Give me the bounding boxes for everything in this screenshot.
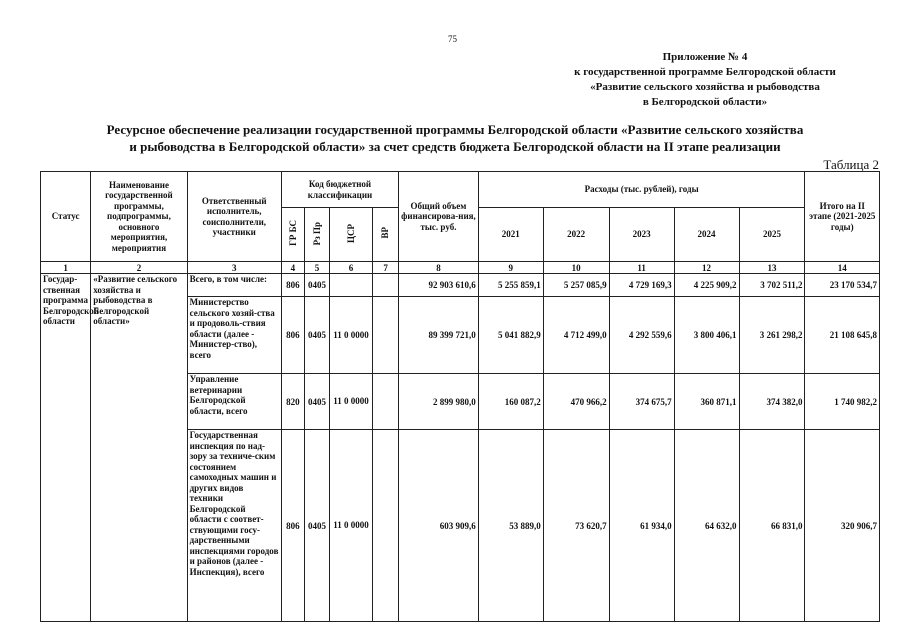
header-total: Общий объем финансирова-ния, тыс. руб.	[399, 172, 479, 262]
appendix-line-3: «Развитие сельского хозяйства и рыбоводства	[590, 81, 820, 93]
column-number-row	[41, 262, 880, 274]
vr-cell	[372, 297, 398, 374]
responsible-cell: Всего, в том числе:	[187, 274, 281, 297]
vr-cell	[372, 374, 398, 430]
table-row	[41, 274, 880, 297]
itogo-cell: 1 740 982,2	[805, 374, 880, 430]
header-vr: ВР	[372, 208, 398, 262]
col-number: 11	[609, 262, 674, 274]
col-number: 7	[372, 262, 398, 274]
header-year-2022: 2022	[543, 208, 609, 262]
year-2022-cell: 73 620,7	[543, 430, 609, 622]
csr-cell	[330, 274, 373, 297]
responsible-cell: Управление ветеринарии Белгородской области, всего	[187, 374, 281, 430]
year-2024-cell: 3 800 406,1	[674, 297, 739, 374]
header-year-2024: 2024	[674, 208, 739, 262]
csr-cell: 11 0 0000	[330, 374, 373, 430]
year-2021-cell: 160 087,2	[478, 374, 543, 430]
header-responsible: Ответственный исполнитель, соисполнители, участники	[187, 172, 281, 262]
header-year-2021: 2021	[478, 208, 543, 262]
col-number: 13	[739, 262, 805, 274]
table-label: Таблица 2	[823, 157, 879, 172]
year-2022-cell: 4 712 499,0	[543, 297, 609, 374]
col-number: 5	[304, 262, 329, 274]
year-2025-cell: 3 261 298,2	[739, 297, 805, 374]
year-2021-cell: 5 255 859,1	[478, 274, 543, 297]
responsible-cell: Государственная инспекция по над-зору за техниче-ским состоянием самоходных машин и других видов техники Белгородской области с соответ-ствующими госу-дарственными инспекциями городов и районов (далее - Инспекция), всего	[187, 430, 281, 622]
col-number: 2	[91, 262, 187, 274]
year-2023-cell: 4 292 559,6	[609, 297, 674, 374]
rzpr-cell: 0405	[304, 274, 329, 297]
vr-cell	[372, 430, 398, 622]
year-2024-cell: 4 225 909,2	[674, 274, 739, 297]
total-cell: 603 909,6	[399, 430, 479, 622]
year-2022-cell: 470 966,2	[543, 374, 609, 430]
header-year-2023: 2023	[609, 208, 674, 262]
header-budget-code: Код бюджетной классификации	[281, 172, 398, 208]
rzpr-cell: 0405	[304, 374, 329, 430]
year-2021-cell: 5 041 882,9	[478, 297, 543, 374]
header-year-2025: 2025	[739, 208, 805, 262]
itogo-cell: 23 170 534,7	[805, 274, 880, 297]
title-line-2: и рыбоводства в Белгородской области» за счет средств бюджета Белгородской области на II этапе реализации	[129, 139, 781, 154]
year-2025-cell: 3 702 511,2	[739, 274, 805, 297]
col-number: 12	[674, 262, 739, 274]
itogo-cell: 21 108 645,8	[805, 297, 880, 374]
grbs-cell: 806	[281, 274, 304, 297]
total-cell: 2 899 980,0	[399, 374, 479, 430]
vr-cell	[372, 274, 398, 297]
year-2024-cell: 64 632,0	[674, 430, 739, 622]
col-number: 6	[330, 262, 373, 274]
year-2021-cell: 53 889,0	[478, 430, 543, 622]
year-2022-cell: 5 257 085,9	[543, 274, 609, 297]
year-2023-cell: 4 729 169,3	[609, 274, 674, 297]
program-name-cell: «Развитие сельского хозяйства и рыбоводства в Белгородской области»	[91, 274, 187, 622]
appendix-header	[545, 50, 865, 110]
col-number: 8	[399, 262, 479, 274]
grbs-cell: 806	[281, 297, 304, 374]
year-2023-cell: 374 675,7	[609, 374, 674, 430]
header-grbs: ГР БС	[281, 208, 304, 262]
responsible-cell: Министерство сельского хозяй-ства и продоволь-ствия области (далее - Министер-ство), всего	[187, 297, 281, 374]
col-number: 3	[187, 262, 281, 274]
grbs-cell: 820	[281, 374, 304, 430]
col-number: 9	[478, 262, 543, 274]
header-name: Наименование государственной программы, подпрограммы, основного мероприятия, мероприятия	[91, 172, 187, 262]
year-2025-cell: 66 831,0	[739, 430, 805, 622]
total-cell: 89 399 721,0	[399, 297, 479, 374]
title-line-1: Ресурсное обеспечение реализации государственной программы Белгородской области «Развитие сельского хозяйства	[106, 122, 804, 137]
itogo-cell: 320 906,7	[805, 430, 880, 622]
header-status: Статус	[41, 172, 91, 262]
resource-table	[40, 171, 880, 622]
col-number: 1	[41, 262, 91, 274]
appendix-line-4: в Белгородской области»	[642, 96, 768, 108]
rzpr-cell: 0405	[304, 297, 329, 374]
total-cell: 92 903 610,6	[399, 274, 479, 297]
csr-cell: 11 0 0000	[330, 297, 373, 374]
appendix-line-2: к государственной программе Белгородской области	[574, 66, 836, 78]
grbs-cell: 806	[281, 430, 304, 622]
header-csr: ЦСР	[330, 208, 373, 262]
header-rzpr: Рз Пр	[304, 208, 329, 262]
header-itogo: Итого на II этапе (2021-2025 годы)	[805, 172, 880, 262]
col-number: 10	[543, 262, 609, 274]
rzpr-cell: 0405	[304, 430, 329, 622]
header-expenses: Расходы (тыс. рублей), годы	[478, 172, 805, 208]
col-number: 4	[281, 262, 304, 274]
document-title	[40, 121, 870, 155]
status-cell: Государ-ственная программа Белгородской области	[41, 274, 91, 622]
col-number: 14	[805, 262, 880, 274]
appendix-line-1: Приложение № 4	[662, 51, 748, 63]
csr-cell: 11 0 0000	[330, 430, 373, 622]
year-2023-cell: 61 934,0	[609, 430, 674, 622]
page-number: 75	[448, 34, 457, 44]
year-2025-cell: 374 382,0	[739, 374, 805, 430]
year-2024-cell: 360 871,1	[674, 374, 739, 430]
